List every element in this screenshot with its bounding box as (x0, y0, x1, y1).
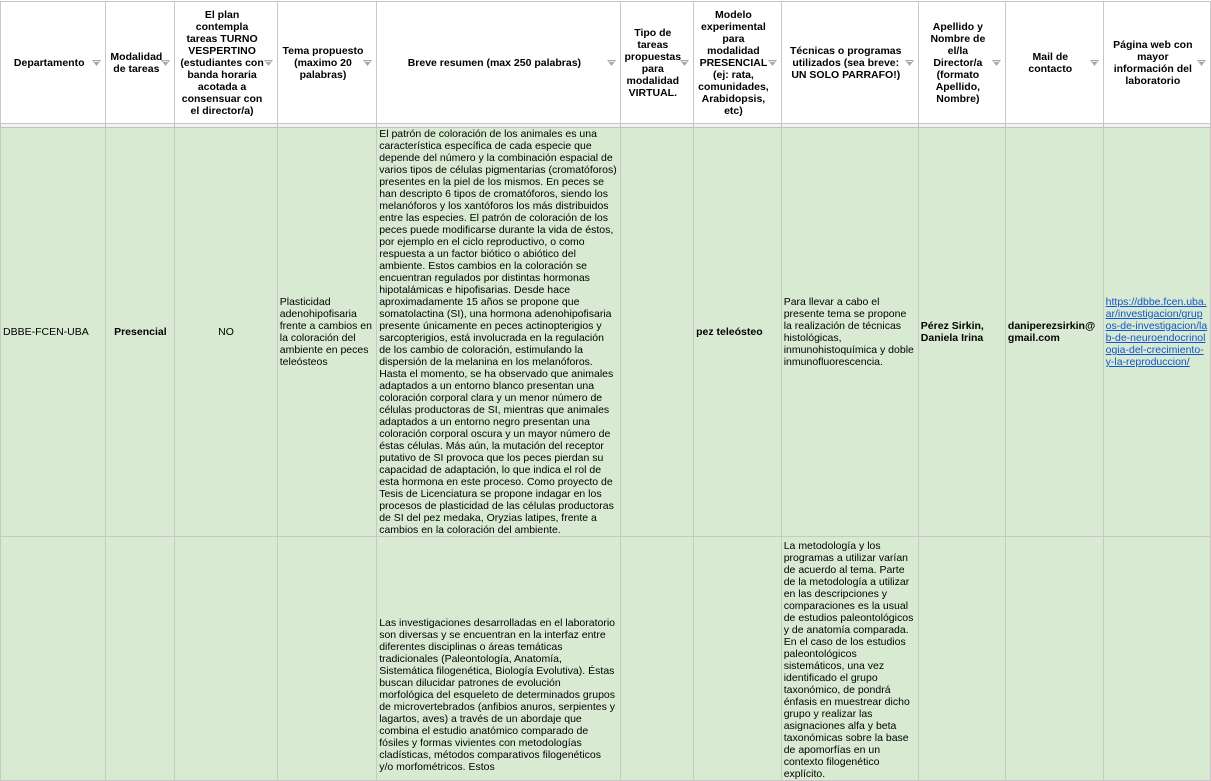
data-table (0, 1, 1211, 781)
header-label: Breve resumen (max 250 palabras) (407, 56, 582, 69)
cell-mail[interactable] (1005, 128, 1103, 537)
cell-resumen[interactable]: El patrón de coloración de los animales es una característica específica de cada especie que depende del número y la combinación espacial de varios tipos de células pigmentarias (cromatóforos) presentes en la piel de los mismos. En peces se han descripto 6 tipos de cromatóforos, siendo los melanóforos y los xantóforos los más distribuidos entre las especies. El patrón de coloración de los peces puede modificarse durante la vida de éstos, por ejemplo en el ciclo reproductivo, o como respuesta a un factor biótico o abiótico del ambiente. Estos cambios en la coloración se encuentran regulados por distintas hormonas hipotalámicas e hipofisarias. Desde hace aproximadamente 15 años se propone que somatolactina (SI), una hormona adenohipofisaria presente únicamente en peces actinopterigios y sarcopterigios, está involucrada en la regulación de los cambio de coloración, estimulando la dispersión de la melanina en los melanóforos. Hasta el momento, se ha observado que animales adaptados a un entorno blanco presentan una coloración corporal clara y un menor número de células productoras de SI, mientras que animales adaptados a un entorno negro presentan una coloración corporal oscura y un mayor número de éstas células. Más aún, la mutación del receptor putativo de SI provoca que los peces pierdan su capacidad de adaptación, lo que indica el rol de esta hormona en este proceso. Como proyecto de Tesis de Licenciatura se propone indagar en los procesos de plasticidad de las células productoras de SI del pez medaka, Oryzias latipes, frente a cambios en la coloración del ambiente. (377, 128, 620, 537)
cell-resumen[interactable]: Las investigaciones desarrolladas en el laboratorio son diversas y se encuentran en la interfaz entre diferentes disciplinas o áreas temáticas tradicionales (Paleontología, Anatomía, Sistemática filogenética, Biología Evolutiva). Éstas buscan dilucidar patrones de evolución morfológica del esqueleto de determinados grupos de microvertebrados (anfibios anuros, serpientes y lagartos, aves) a través de un abordaje que combina el estudio anatómico comparado de fósiles y formas vivientes con metodologías cladísticas, métodos comparativos filogenéticos y/o morfométricos. Estos (377, 537, 620, 781)
header-label: Departamento (13, 56, 85, 69)
header-row (1, 2, 1211, 124)
col-header-resumen[interactable] (377, 2, 620, 124)
col-header-tecnicas[interactable] (781, 2, 918, 124)
cell-modelo[interactable] (694, 537, 782, 781)
filter-icon[interactable] (1090, 60, 1099, 66)
header-label: Tipo de tareas propuestas para modalidad VIRTUAL. (624, 26, 682, 99)
cell-departamento[interactable]: DBBE-FCEN-UBA (1, 128, 106, 537)
filter-icon[interactable] (905, 60, 914, 66)
table-row (1, 128, 1211, 537)
mail-text: daniperezsirkin@gmail.com (1007, 320, 1096, 344)
header-label: Apellido y Nombre de el/la Director/a (formato Apellido, Nombre) (930, 20, 986, 105)
cell-tema[interactable]: Plasticidad adenohipofisaria frente a cambios en la coloración del ambiente en peces teleósteos (277, 128, 376, 537)
col-header-modelo[interactable] (694, 2, 782, 124)
cell-mail[interactable] (1005, 537, 1103, 781)
filter-icon[interactable] (363, 60, 372, 66)
col-header-modalidad[interactable] (106, 2, 175, 124)
filter-icon[interactable] (92, 60, 101, 66)
header-label: Técnicas o programas utilizados (sea breve: UN SOLO PARRAFO!) (790, 44, 902, 81)
filter-icon[interactable] (1197, 60, 1206, 66)
cell-tema[interactable] (277, 537, 376, 781)
cell-vespertino[interactable] (175, 537, 277, 781)
col-header-director[interactable] (918, 2, 1005, 124)
cell-web[interactable] (1103, 128, 1210, 537)
header-label: Tema propuesto (maximo 20 palabras) (282, 44, 364, 81)
lab-web-link[interactable]: https://dbbe.fcen.uba.ar/investigacion/grupos-de-investigacion/lab-de-neuroendocrinologia-del-crecimiento-y-la-reproduccion/ (1105, 296, 1208, 368)
cell-vespertino[interactable]: NO (175, 128, 277, 537)
cell-director[interactable]: Pérez Sirkin, Daniela Irina (918, 128, 1005, 537)
cell-modelo[interactable]: pez teleósteo (694, 128, 782, 537)
col-header-virtual[interactable] (620, 2, 694, 124)
header-label: Modelo experimental para modalidad PRESENCIAL (ej: rata, comunidades, Arabidopsis, etc) (698, 8, 769, 117)
cell-virtual[interactable] (620, 128, 694, 537)
header-label: Página web con mayor información del laboratorio (1113, 38, 1193, 87)
filter-icon[interactable] (680, 60, 689, 66)
col-header-vespertino[interactable] (175, 2, 277, 124)
col-header-departamento[interactable] (1, 2, 106, 124)
filter-icon[interactable] (607, 60, 616, 66)
cell-virtual[interactable] (620, 537, 694, 781)
cell-modalidad[interactable] (106, 537, 175, 781)
cell-departamento[interactable] (1, 537, 106, 781)
filter-icon[interactable] (161, 60, 170, 66)
cell-tecnicas[interactable]: La metodología y los programas a utilizar varían de acuerdo al tema. Parte de la metodología a utilizar en las descripciones y comparaciones es la usual de estudios paleontológicos y de anatomía comparada. En el caso de los estudios paleontológicos sistemáticos, una vez identificado el grupo taxonómico, de pondrá énfasis en muestrear dicho grupo y realizar las asignaciones alfa y beta taxonómicas sobre la base de apomorfías en un contexto filogenético explícito. (781, 537, 918, 781)
filter-icon[interactable] (992, 60, 1001, 66)
cell-web[interactable] (1103, 537, 1210, 781)
col-header-web[interactable] (1103, 2, 1210, 124)
cell-director[interactable] (918, 537, 1005, 781)
col-header-tema[interactable] (277, 2, 376, 124)
filter-icon[interactable] (264, 60, 273, 66)
header-label: El plan contempla tareas TURNO VESPERTINO (estudiantes con banda horaria acotada a consensuar con el director/a) (180, 8, 264, 117)
col-header-mail[interactable] (1005, 2, 1103, 124)
cell-modalidad[interactable]: Presencial (106, 128, 175, 537)
header-label: Modalidad de tareas (110, 50, 163, 75)
header-label: Mail de contacto (1028, 50, 1073, 75)
table-row (1, 537, 1211, 781)
cell-tecnicas[interactable]: Para llevar a cabo el presente tema se propone la realización de técnicas histológicas, inmunohistoquímica y doble inmunofluorescencia. (781, 128, 918, 537)
filter-icon[interactable] (768, 60, 777, 66)
